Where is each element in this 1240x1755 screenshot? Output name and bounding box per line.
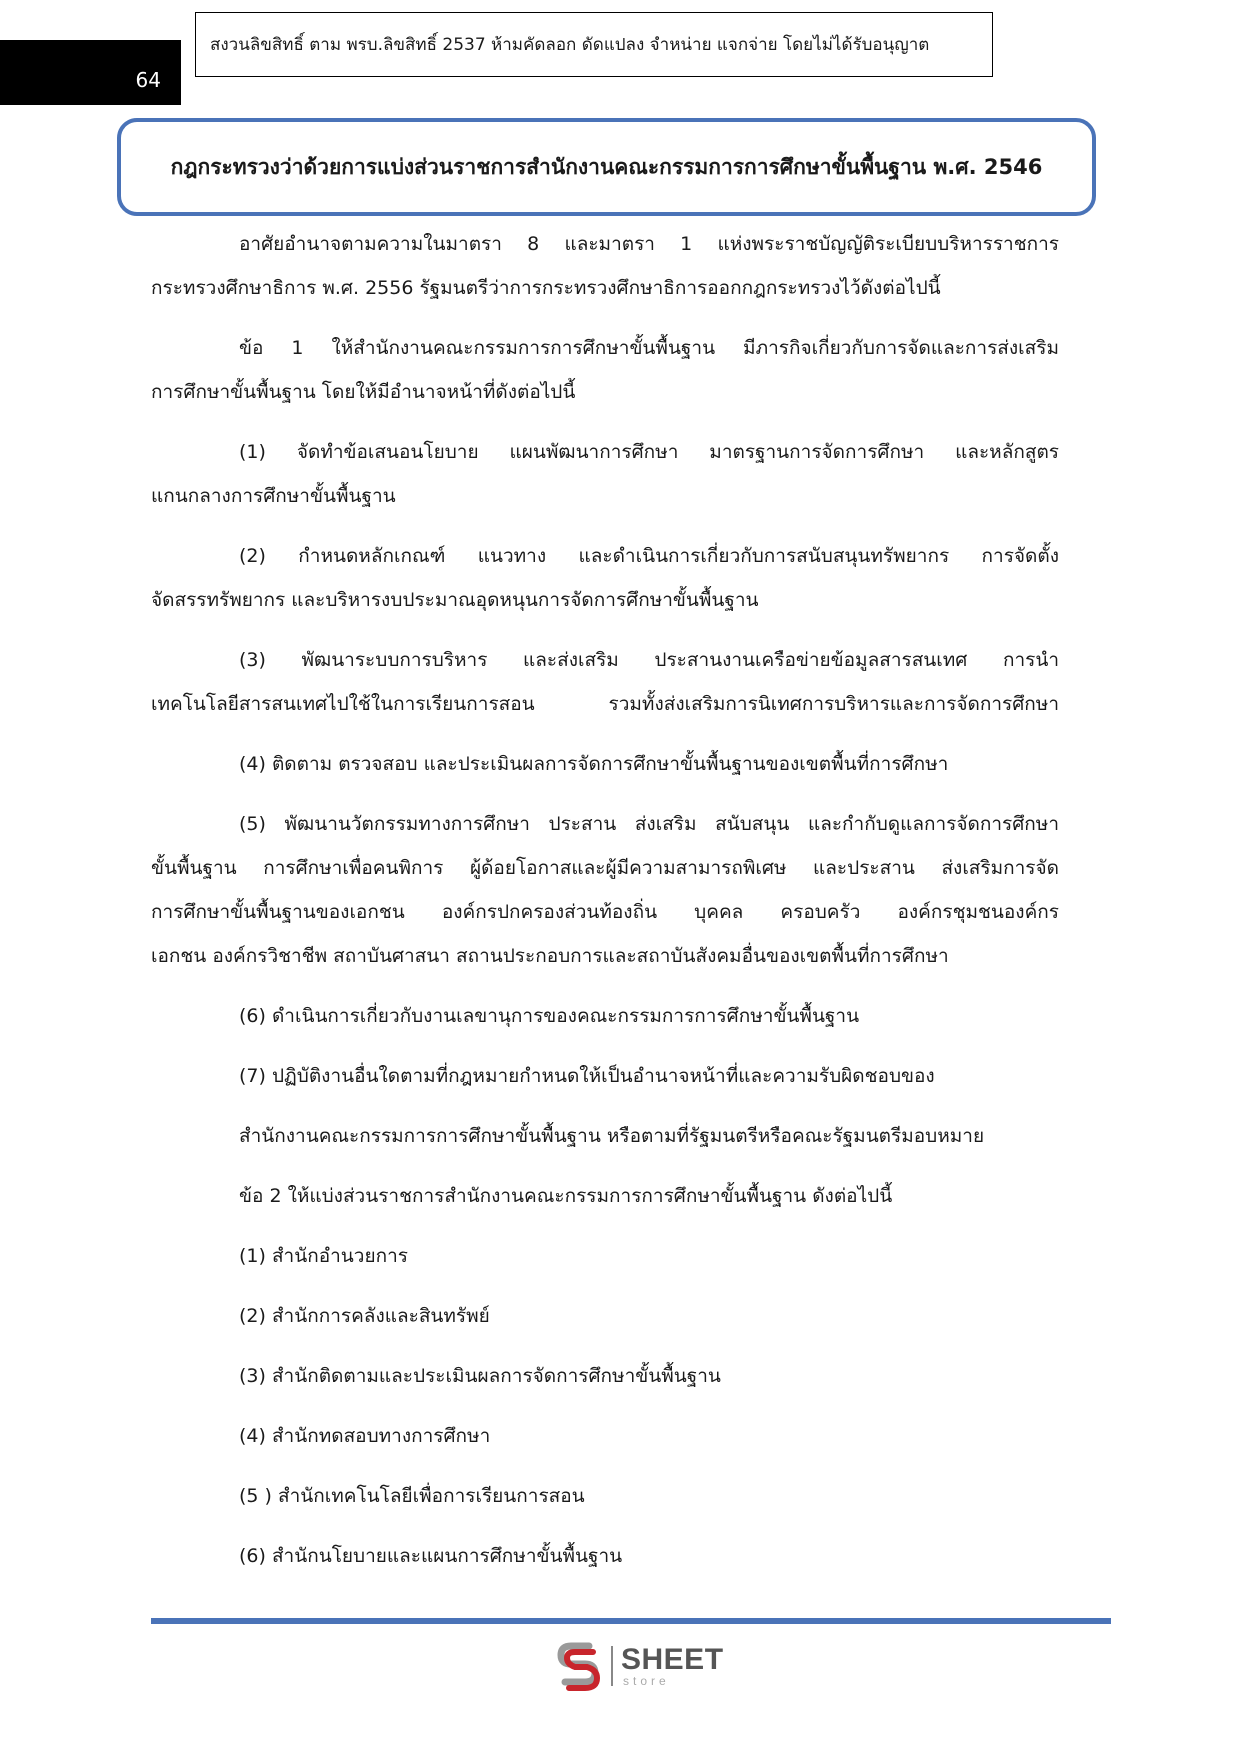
text-line: (6) ดำเนินการเกี่ยวกับงานเลขานุการของคณะกรรมการการศึกษาขั้นพื้นฐาน — [239, 1005, 860, 1027]
text-line: (1) สำนักอำนวยการ — [239, 1245, 408, 1267]
logo-words — [621, 1645, 724, 1687]
text-line: (4) สำนักทดสอบทางการศึกษา — [239, 1425, 491, 1447]
duty-3-paragraph — [151, 638, 1059, 726]
duty-5-paragraph — [151, 802, 1059, 978]
text-line: สำนักงานคณะกรรมการการศึกษาขั้นพื้นฐาน หรือตามที่รัฐมนตรีหรือคณะรัฐมนตรีมอบหมาย — [239, 1125, 985, 1147]
text-line: (3) พัฒนาระบบการบริหาร และส่งเสริม ประสานงานเครือข่ายข้อมูลสารสนเทศ การนำ — [239, 649, 1059, 671]
document-title: กฎกระทรวงว่าด้วยการแบ่งส่วนราชการสำนักงานคณะกรรมการการศึกษาขั้นพื้นฐาน พ.ศ. 2546 — [170, 154, 1043, 179]
text-line: (5 ) สำนักเทคโนโลยีเพื่อการเรียนการสอน — [239, 1485, 585, 1507]
page-number-tab — [0, 40, 181, 105]
clause-2-paragraph — [151, 1174, 1059, 1218]
text-line: (1) จัดทำข้อเสนอนโยบาย แผนพัฒนาการศึกษา มาตรฐานการจัดการศึกษา และหลักสูตร — [239, 441, 1059, 463]
duty-7-paragraph — [151, 1054, 1059, 1098]
document-body — [151, 222, 1059, 1578]
division-item — [151, 1414, 1059, 1458]
text-line: (2) กำหนดหลักเกณฑ์ แนวทาง และดำเนินการเกี่ยวกับการสนับสนุนทรัพยากร การจัดตั้ง — [239, 545, 1059, 567]
division-item — [151, 1294, 1059, 1338]
text-line: (2) สำนักการคลังและสินทรัพย์ — [239, 1305, 490, 1327]
text-line: แกนกลางการศึกษาขั้นพื้นฐาน — [151, 485, 396, 507]
text-line: จัดสรรทรัพยากร และบริหารงบประมาณอุดหนุนการจัดการศึกษาขั้นพื้นฐาน — [151, 589, 759, 611]
text-line: (4) ติดตาม ตรวจสอบ และประเมินผลการจัดการศึกษาขั้นพื้นฐานของเขตพื้นที่การศึกษา — [239, 753, 949, 775]
logo-divider — [611, 1646, 613, 1686]
page-number: 64 — [135, 68, 161, 92]
division-item — [151, 1354, 1059, 1398]
logo-brand: SHEET — [621, 1643, 724, 1676]
text-line: เอกชน องค์กรวิชาชีพ สถาบันศาสนา สถานประกอบการและสถาบันสังคมอื่นของเขตพื้นที่การศึกษา — [151, 945, 949, 967]
duty-4-paragraph — [151, 742, 1059, 786]
duty-6-paragraph — [151, 994, 1059, 1038]
division-item — [151, 1534, 1059, 1578]
division-item — [151, 1234, 1059, 1278]
text-line: การศึกษาขั้นพื้นฐานของเอกชน องค์กรปกครองส่วนท้องถิ่น บุคคล ครอบครัว องค์กรชุมชนองค์กร — [151, 901, 1059, 923]
text-line: (7) ปฏิบัติงานอื่นใดตามที่กฎหมายกำหนดให้เป็นอำนาจหน้าที่และความรับผิดชอบของ — [239, 1065, 935, 1087]
text-line: เทคโนโลยีสารสนเทศไปใช้ในการเรียนการสอน รวมทั้งส่งเสริมการนิเทศการบริหารและการจัดการศึกษา — [151, 693, 1059, 715]
clause-1-paragraph — [151, 326, 1059, 414]
sheet-store-logo — [555, 1640, 725, 1692]
text-line: ข้อ 2 ให้แบ่งส่วนราชการสำนักงานคณะกรรมการการศึกษาขั้นพื้นฐาน ดังต่อไปนี้ — [239, 1185, 893, 1207]
title-box — [117, 118, 1096, 216]
footer-rule — [151, 1618, 1111, 1624]
text-line: (6) สำนักนโยบายและแผนการศึกษาขั้นพื้นฐาน — [239, 1545, 623, 1567]
preamble-paragraph — [151, 222, 1059, 310]
text-line: อาศัยอำนาจตามความในมาตรา 8 และมาตรา 1 แห่งพระราชบัญญัติระเบียบบริหารราชการ — [239, 233, 1059, 255]
division-item — [151, 1474, 1059, 1518]
text-line: (3) สำนักติดตามและประเมินผลการจัดการศึกษาขั้นพื้นฐาน — [239, 1365, 721, 1387]
text-line: ขั้นพื้นฐาน การศึกษาเพื่อคนพิการ ผู้ด้อยโอกาสและผู้มีความสามารถพิเศษ และประสาน ส่งเสริมการจัด — [151, 857, 1059, 879]
text-line: (5) พัฒนานวัตกรรมทางการศึกษา ประสาน ส่งเสริม สนับสนุน และกำกับดูแลการจัดการศึกษา — [239, 813, 1059, 835]
text-line: กระทรวงศึกษาธิการ พ.ศ. 2556 รัฐมนตรีว่าการกระทรวงศึกษาธิการออกกฎกระทรวงไว้ดังต่อไปนี้ — [151, 277, 941, 299]
duty-7-continuation — [151, 1114, 1059, 1158]
duty-1-paragraph — [151, 430, 1059, 518]
logo-sub: store — [623, 1674, 670, 1688]
text-line: การศึกษาขั้นพื้นฐาน โดยให้มีอำนาจหน้าที่ดังต่อไปนี้ — [151, 381, 576, 403]
duty-2-paragraph — [151, 534, 1059, 622]
text-line: ข้อ 1 ให้สำนักงานคณะกรรมการการศึกษาขั้นพื้นฐาน มีภารกิจเกี่ยวกับการจัดและการส่งเสริม — [239, 337, 1059, 359]
sheet-logo-icon — [555, 1640, 603, 1692]
copyright-notice: สงวนลิขสิทธิ์ ตาม พรบ.ลิขสิทธิ์ 2537 ห้ามคัดลอก ดัดแปลง จำหน่าย แจกจ่าย โดยไม่ได้รับอนุญาต — [195, 12, 993, 77]
